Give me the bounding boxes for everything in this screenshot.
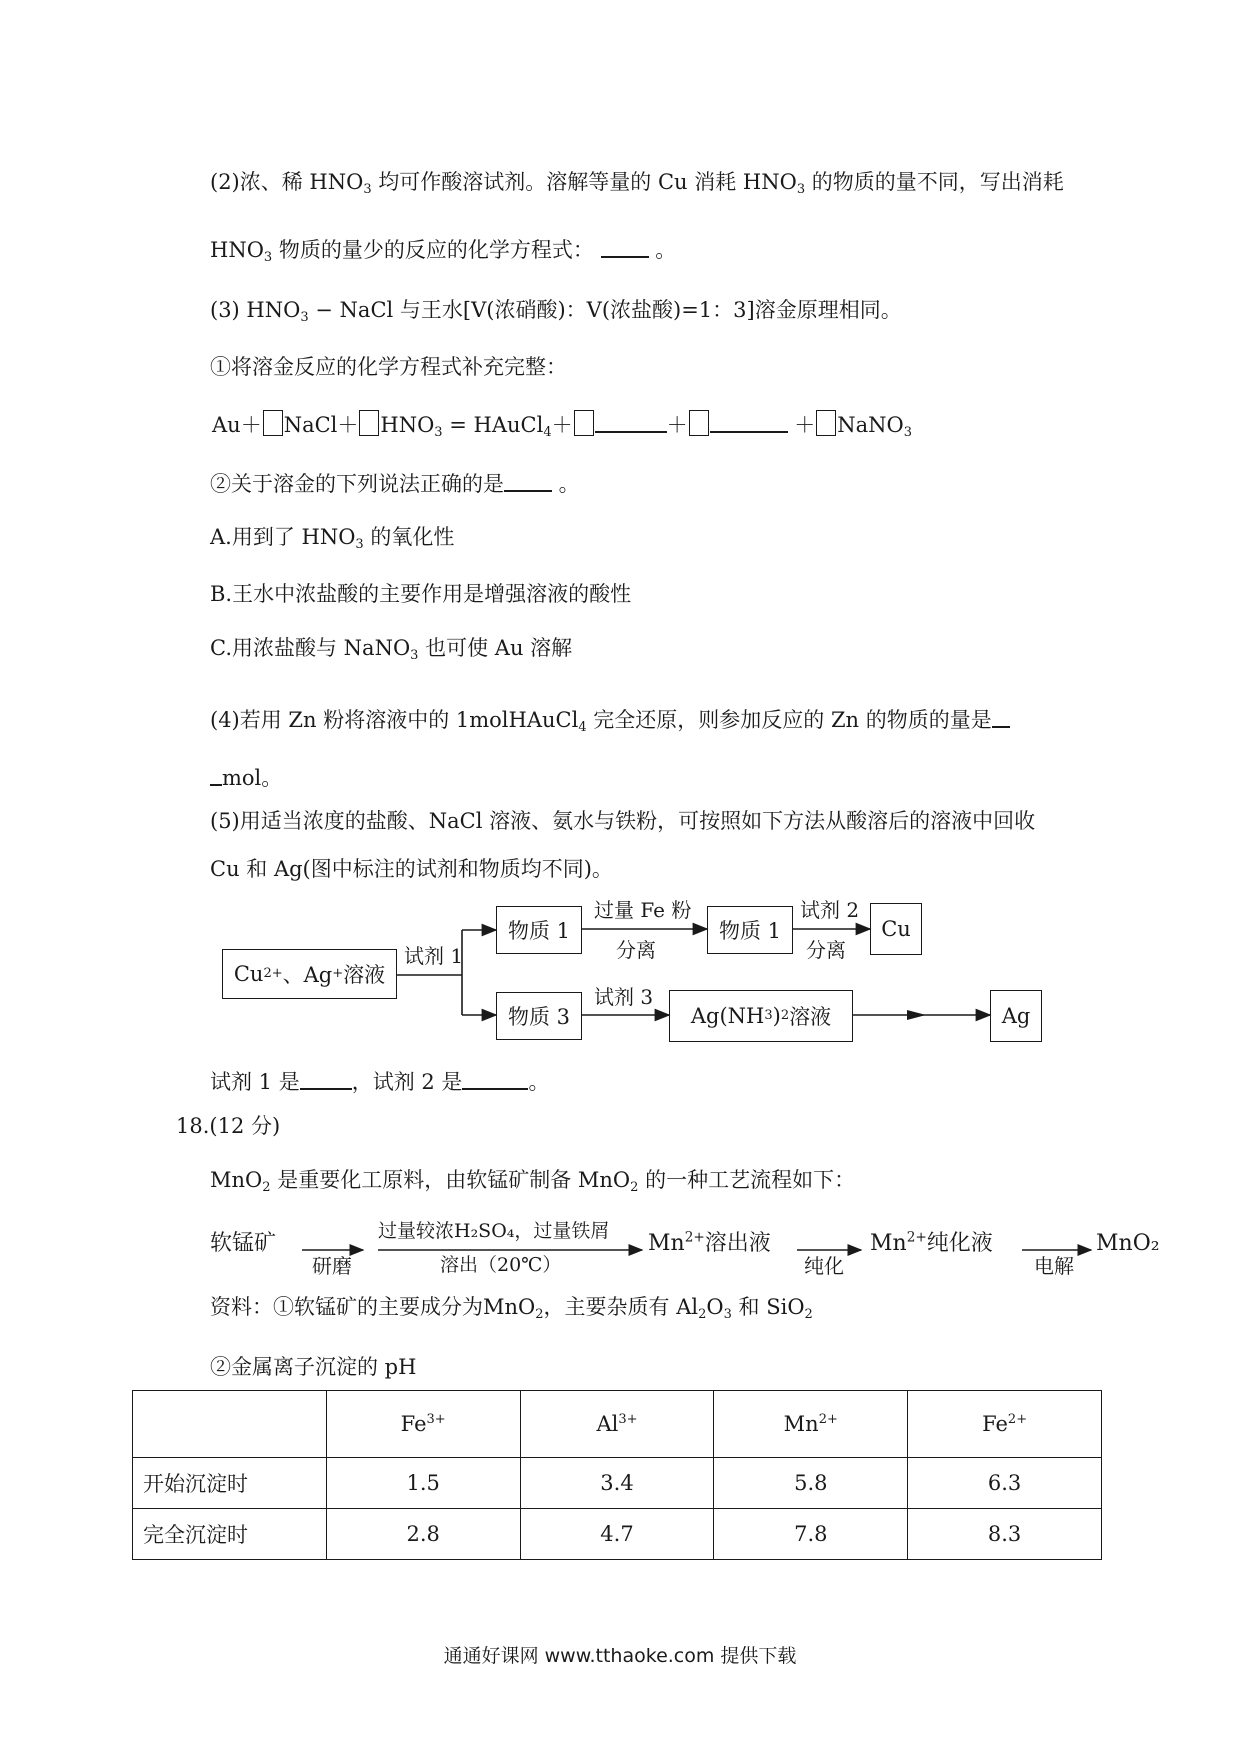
q18-data1: 资料：①软锰矿的主要成分为MnO$_2$，主要杂质有 $Al_2O_3$ 和 SiO$_2$ bbox=[210, 1295, 813, 1323]
ag-complex-box: Ag(NH 3 ) 2 溶液 bbox=[669, 990, 853, 1042]
q17-part2-line2: $HNO_3$ 物质的量少的反应的化学方程式： 。 bbox=[210, 237, 677, 266]
substance3-box: 物质 3 bbox=[496, 992, 582, 1040]
q17-part5-line1: (5)用适当浓度的盐酸、NaCl 溶液、氨水与铁粉，可按照如下方法从酸溶后的溶液中回收 bbox=[210, 809, 1036, 833]
ion-header: $Fe^{2+}$ bbox=[908, 1391, 1102, 1458]
table-cell: 8.3 bbox=[908, 1509, 1102, 1560]
leach-temp-label: 溶出（20℃） bbox=[440, 1254, 562, 1276]
ion-header: $Fe^{3+}$ bbox=[326, 1391, 520, 1458]
q17-part5-answer: 试剂 1 是 ，试剂 2 是 。 bbox=[210, 1069, 550, 1094]
table-cell: 5.8 bbox=[714, 1458, 908, 1509]
option-a: A.用到了 $HNO_3$ 的氧化性 bbox=[210, 525, 455, 553]
ore-label: 软锰矿 bbox=[210, 1231, 277, 1256]
start-solution-box: Cu 2+ 、Ag + 溶液 bbox=[222, 949, 397, 999]
ion-header: $Mn^{2+}$ bbox=[714, 1391, 908, 1458]
q18-header: 18.(12 分) bbox=[176, 1114, 281, 1138]
mn-purified-label: $Mn^{2+}$纯化液 bbox=[870, 1229, 993, 1256]
mno2-product-label: MnO₂ bbox=[1096, 1231, 1160, 1256]
q17-part3-sub1: ①将溶金反应的化学方程式补充完整： bbox=[210, 355, 567, 379]
table-cell: 3.4 bbox=[520, 1458, 714, 1509]
q17-part4-line1: (4)若用 Zn 粉将溶液中的 1molHAuCl$_4$ 完全还原，则参加反应的 Zn 的物质的量是 bbox=[210, 706, 1010, 731]
row-label: 开始沉淀时 bbox=[133, 1458, 327, 1509]
arrow1-bottom-label: 分离 bbox=[616, 938, 656, 962]
ag-product-box: Ag bbox=[990, 990, 1042, 1042]
q18-intro: MnO$_2$ 是重要化工原料，由软锰矿制备 MnO$_2$ 的一种工艺流程如下： bbox=[210, 1168, 856, 1196]
table-header-row bbox=[133, 1391, 1102, 1458]
row-label: 完全沉淀时 bbox=[133, 1509, 327, 1560]
mn-leachate-label: $Mn^{2+}$溶出液 bbox=[648, 1229, 771, 1256]
q17-part3-sub2: ②关于溶金的下列说法正确的是 。 bbox=[210, 471, 580, 496]
grind-label: 研磨 bbox=[312, 1254, 352, 1278]
electrolysis-label: 电解 bbox=[1034, 1254, 1074, 1278]
ion-header: $Al^{3+}$ bbox=[520, 1391, 714, 1458]
arrow1-top-label: 过量 Fe 粉 bbox=[594, 898, 692, 922]
q18-data2: ②金属离子沉淀的 pH bbox=[210, 1355, 417, 1379]
option-c: C.用浓盐酸与 NaNO$_3$ 也可使 Au 溶解 bbox=[210, 636, 573, 664]
gold-dissolution-equation: Au＋ NaCl＋ $HNO_3$ = HAuCl$_4$＋ ＋ ＋ NaNO$_3$ bbox=[212, 410, 912, 436]
corner-cell bbox=[133, 1391, 327, 1458]
substance1b-box: 物质 1 bbox=[707, 906, 793, 954]
table-cell: 1.5 bbox=[326, 1458, 520, 1509]
purify-label: 纯化 bbox=[804, 1254, 844, 1278]
arrow2-top-label: 试剂 2 bbox=[800, 898, 860, 922]
table-cell: 2.8 bbox=[326, 1509, 520, 1560]
table-row bbox=[133, 1458, 1102, 1509]
ph-table bbox=[132, 1390, 1102, 1560]
q17-part4-line2: mol。 bbox=[210, 764, 282, 789]
table-cell: 6.3 bbox=[908, 1458, 1102, 1509]
leach-conditions-label: 过量较浓H₂SO₄，过量铁屑 bbox=[378, 1220, 610, 1242]
page-footer: 通通好课网 www.tthaoke.com 提供下载 bbox=[443, 1645, 797, 1667]
table-row bbox=[133, 1509, 1102, 1560]
option-b: B.王水中浓盐酸的主要作用是增强溶液的酸性 bbox=[210, 582, 632, 606]
q17-part5-line2: Cu 和 Ag(图中标注的试剂和物质均不同)。 bbox=[210, 857, 613, 881]
arrow2-bottom-label: 分离 bbox=[806, 938, 846, 962]
substance1-box: 物质 1 bbox=[496, 906, 582, 954]
reagent1-label: 试剂 1 bbox=[404, 944, 464, 968]
arrow3-top-label: 试剂 3 bbox=[594, 985, 654, 1009]
q17-part3-intro: (3) $HNO_3$ − NaCl 与王水[V(浓硝酸)：V(浓盐酸)=1：3]溶金原理相同。 bbox=[210, 298, 902, 326]
table-cell: 4.7 bbox=[520, 1509, 714, 1560]
table-cell: 7.8 bbox=[714, 1509, 908, 1560]
cu-product-box: Cu bbox=[870, 903, 922, 955]
q17-part2-line1: (2)浓、稀 $HNO_3$ 均可作酸溶试剂。溶解等量的 Cu 消耗 $HNO_3$ 的物质的量不同，写出消耗 bbox=[210, 170, 1064, 198]
